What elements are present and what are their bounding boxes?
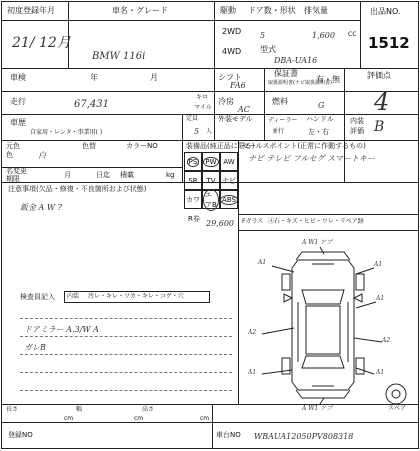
- car-body-outline: [292, 260, 354, 390]
- fglass-legend: Ⓐ石・キズ・ヒビ・ワレ・リペア跡: [268, 218, 364, 225]
- history-sub: 自家用・レンタ・事業用( ): [30, 129, 103, 136]
- loading-unit: kg: [166, 171, 175, 179]
- roof: [306, 306, 340, 354]
- equipment-item-label: TV: [206, 176, 216, 185]
- fuel-label: 燃料: [272, 97, 288, 106]
- score-label: 評価点: [367, 71, 391, 80]
- capacity-value: 5: [194, 127, 200, 136]
- drive-4wd: 4WD: [222, 47, 242, 56]
- door-value: 5: [260, 31, 266, 40]
- equipment-item-label: ナビ: [222, 176, 236, 185]
- spare-label: スペア: [388, 405, 407, 412]
- front-bumper-edge: [296, 252, 302, 260]
- car-diagram: [2, 2, 419, 449]
- sales-point-title: セールスポイント(正常に作動するもの): [242, 142, 366, 150]
- loading-label: 積載: [120, 171, 134, 179]
- inspection-year: 年: [90, 73, 98, 82]
- ac-value: AC: [238, 105, 250, 114]
- height-unit: cm: [200, 415, 210, 422]
- wheel-rr: [356, 358, 364, 374]
- diagram-label-rl: A1: [248, 369, 257, 376]
- notes-title: 注意事項(欠品・修復・不良箇所および状態): [8, 185, 147, 193]
- wheel-fr: [356, 274, 364, 290]
- lot-value: 1512: [368, 34, 410, 52]
- color-exchange-label: 色替: [82, 142, 96, 150]
- inspector-line-2: ガレB: [24, 343, 46, 352]
- parallel-label: 並行: [272, 128, 285, 135]
- spare-tire-hub: [392, 390, 400, 398]
- equipment-item-label: PW: [205, 157, 217, 166]
- spare-tire: [386, 384, 406, 404]
- right-mirror: [354, 294, 362, 302]
- mileage-unit-km: キロ: [196, 94, 209, 101]
- equipment-item-label: PS: [188, 157, 198, 166]
- handle-value: 左・右: [308, 128, 329, 136]
- displacement-label: 排気量: [304, 6, 328, 15]
- inner-label: 内装: [67, 293, 80, 300]
- front-bumper: [302, 252, 350, 260]
- handle-label: ハンドル: [306, 115, 334, 123]
- displacement-unit: CC: [348, 31, 357, 38]
- exterior-label: 外装モデル: [218, 115, 253, 123]
- interior-value: B: [374, 119, 385, 135]
- width-unit: cm: [134, 415, 144, 422]
- equipment-item-label: カワ: [186, 195, 200, 204]
- inspector-line-1: ドアミラー A.3/W A: [24, 325, 99, 334]
- mileage-unit-mile: マイル: [194, 104, 212, 111]
- warranty-sub: 取扱説明書(ナビ取扱説明書): [268, 80, 332, 86]
- history-label: 車歴: [10, 118, 26, 127]
- warranty-label: 保証書: [274, 69, 298, 78]
- color-label: 色: [6, 151, 13, 159]
- original-color-label: 元色: [6, 142, 20, 150]
- width-label: 幅: [76, 406, 83, 413]
- lot-label: 出品NO.: [370, 7, 401, 16]
- inspector-title: 検査員記入: [20, 293, 55, 301]
- fuel-value: G: [318, 101, 325, 110]
- rear-window: [302, 356, 344, 368]
- notes-line-1: 鈑金 A W ?: [20, 203, 62, 212]
- interior-label: 内装: [350, 117, 364, 125]
- left-mirror: [284, 294, 292, 302]
- model-value: DBA-UA16: [274, 56, 318, 65]
- sales-point-value: ナビ テレビ フルセグ スマートキー: [248, 154, 375, 163]
- inner-items: 汚レ・キレ・ツカ・キレ・コゲ・穴: [88, 293, 184, 300]
- chassis-label: 車台NO: [216, 431, 241, 439]
- equipment-item-label: AW: [223, 157, 235, 166]
- warranty-value: 有・無: [316, 75, 340, 84]
- name-change-label: 名変更: [6, 167, 27, 175]
- mileage-value: 67,431: [74, 99, 109, 110]
- day-label: 日迄: [96, 171, 110, 179]
- equipment-item-label: SR: [188, 176, 198, 185]
- reg-no-label: 登録NO: [8, 431, 33, 439]
- displacement-value: 1,600: [312, 31, 335, 40]
- rear-bumper: [296, 390, 350, 398]
- height-label: 高さ: [142, 406, 155, 413]
- drive-2wd: 2WD: [222, 27, 242, 36]
- diagram-label-fl: A1: [258, 259, 267, 266]
- chassis-value: WBAUA12050PV808318: [254, 432, 354, 441]
- equipment-item-label: ABS: [222, 195, 236, 204]
- diagram-label-front: A W1 アプ: [302, 239, 333, 246]
- inspection-month: 月: [150, 73, 158, 82]
- shift-label: シフト: [218, 73, 242, 82]
- diagram-label-right-2: A2: [382, 337, 391, 344]
- color-value: 白: [38, 151, 46, 160]
- equipment-title: 装備品(純正品に限る): [186, 142, 255, 150]
- inspection-label: 車検: [10, 73, 26, 82]
- capacity-unit: 人: [206, 128, 213, 135]
- r-ticket-value: 29,600: [206, 219, 234, 228]
- drive-label: 駆動: [220, 6, 236, 15]
- score-value: 4: [374, 88, 390, 116]
- length-label: 長さ: [6, 406, 19, 413]
- auction-inspection-sheet: [1, 1, 419, 449]
- name-grade-value: BMW 116i: [92, 51, 146, 62]
- diagram-label-right-1: A1: [376, 295, 385, 302]
- model-label: 型式: [260, 45, 276, 54]
- door-label: ドア数・形状: [248, 6, 296, 15]
- length-unit: cm: [64, 415, 74, 422]
- fglass-label: Fガラス: [242, 218, 264, 225]
- capacity-label: 定員: [186, 115, 199, 122]
- diagram-label-rr: A1: [376, 369, 385, 376]
- wheel-fl: [282, 274, 290, 290]
- diagram-label-left: A2: [248, 329, 257, 336]
- mileage-label: 走行: [10, 97, 26, 106]
- interior-label-2: 評価: [350, 127, 364, 135]
- first-reg-label: 初度登録年月: [7, 6, 55, 15]
- color-no-label: カラーNO: [126, 142, 158, 150]
- diagram-label-rear: A W1 アプ: [302, 405, 333, 412]
- diagram-label-fr: A1: [374, 261, 383, 268]
- dealer-label: ディーラー: [268, 117, 298, 124]
- name-grade-label: 車名・グレード: [112, 6, 168, 15]
- name-change-date-label: 期限: [6, 175, 20, 183]
- ac-label: 冷房: [218, 97, 234, 106]
- r-ticket-label: R券: [188, 215, 200, 223]
- month-label: 月: [64, 171, 71, 179]
- shift-value: FA6: [230, 81, 246, 90]
- windshield: [302, 290, 344, 304]
- first-reg-value: 21/ 12月: [12, 35, 71, 51]
- equipment-item-label: エアB: [203, 189, 219, 211]
